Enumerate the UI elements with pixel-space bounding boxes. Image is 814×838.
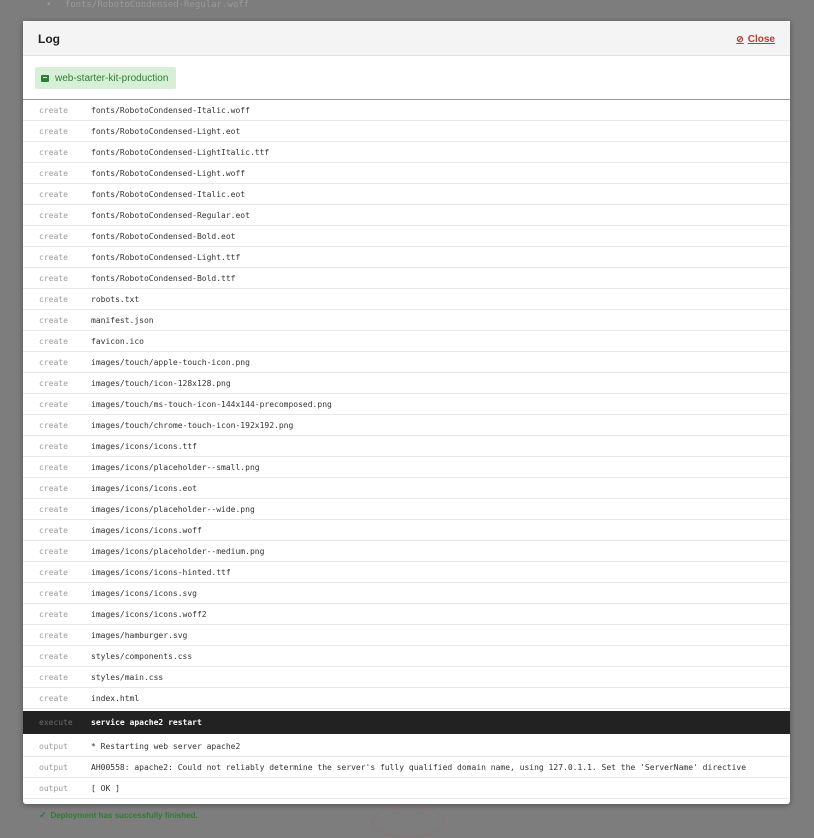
log-row-text: AH00558: apache2: Could not reliably determine the server's fully qualified domain name, using 127.0.1.1. Set the 'ServerName' directive xyxy=(91,762,747,772)
checkmark-icon: ✓ xyxy=(39,810,47,820)
log-row-text: manifest.json xyxy=(91,315,154,325)
log-row xyxy=(23,562,790,583)
log-row-type: output xyxy=(39,741,68,751)
bullet-icon: • xyxy=(46,0,52,10)
log-row xyxy=(23,604,790,625)
log-row xyxy=(23,778,790,799)
log-row-type: create xyxy=(39,210,68,220)
log-row-text: styles/main.css xyxy=(91,672,164,682)
log-row xyxy=(23,331,790,352)
log-row-text: fonts/RobotoCondensed-LightItalic.ttf xyxy=(91,147,270,157)
log-row-type: create xyxy=(39,336,68,346)
log-row xyxy=(23,373,790,394)
background-log-line: • fonts/RobotoCondensed-Regular.woff xyxy=(46,0,250,10)
log-row xyxy=(23,757,790,778)
log-row-type: create xyxy=(39,462,68,472)
log-row xyxy=(23,688,790,709)
log-list xyxy=(23,99,790,799)
log-row-type: create xyxy=(39,483,68,493)
log-row-text: images/icons/icons.eot xyxy=(91,483,197,493)
log-row xyxy=(23,205,790,226)
log-row xyxy=(23,520,790,541)
log-row-text: favicon.ico xyxy=(91,336,144,346)
log-row xyxy=(23,289,790,310)
log-row-text: images/icons/icons.woff xyxy=(91,525,202,535)
log-row-type: create xyxy=(39,609,68,619)
log-row-type: create xyxy=(39,147,68,157)
log-row-text: images/hamburger.svg xyxy=(91,630,188,640)
log-row-type: create xyxy=(39,567,68,577)
log-row xyxy=(23,394,790,415)
server-badge-label: web-starter-kit-production xyxy=(55,72,169,84)
log-row-text: fonts/RobotoCondensed-Light.woff xyxy=(91,168,246,178)
log-row-type: create xyxy=(39,693,68,703)
log-row-type: create xyxy=(39,504,68,514)
log-row xyxy=(23,583,790,604)
log-row-type: create xyxy=(39,546,68,556)
log-row-type: create xyxy=(39,252,68,262)
log-row-type: create xyxy=(39,189,68,199)
log-row-text: images/icons/placeholder--wide.png xyxy=(91,504,255,514)
log-row-text: images/touch/ms-touch-icon-144x144-precomposed.png xyxy=(91,399,332,409)
log-row-text: images/icons/placeholder--medium.png xyxy=(91,546,265,556)
log-row-type: create xyxy=(39,672,68,682)
log-row-text: [ OK ] xyxy=(91,783,120,793)
log-row-text: fonts/RobotoCondensed-Bold.eot xyxy=(91,231,236,241)
log-row-text: fonts/RobotoCondensed-Regular.eot xyxy=(91,210,250,220)
log-row-type: create xyxy=(39,105,68,115)
log-row xyxy=(23,142,790,163)
log-row-type: create xyxy=(39,399,68,409)
log-row xyxy=(23,499,790,520)
log-row xyxy=(23,457,790,478)
log-row-type: create xyxy=(39,378,68,388)
log-row-text: images/touch/chrome-touch-icon-192x192.png xyxy=(91,420,294,430)
log-row-type: output xyxy=(39,783,68,793)
log-row-type: output xyxy=(39,762,68,772)
deployment-status-message: Deployment has successfully finished. xyxy=(50,811,198,820)
modal-title: Log xyxy=(38,32,60,46)
log-row-type: create xyxy=(39,525,68,535)
log-row xyxy=(23,268,790,289)
log-row xyxy=(23,163,790,184)
log-row xyxy=(23,247,790,268)
log-row xyxy=(23,736,790,757)
log-row-text: images/icons/icons.woff2 xyxy=(91,609,207,619)
log-row-type: execute xyxy=(39,718,73,727)
log-row-text: styles/components.css xyxy=(91,651,193,661)
log-row-text: service apache2 restart xyxy=(91,718,202,727)
log-row-text: index.html xyxy=(91,693,140,703)
log-row xyxy=(23,667,790,688)
log-row-type: create xyxy=(39,420,68,430)
log-row xyxy=(23,646,790,667)
log-row xyxy=(23,121,790,142)
log-row-type: create xyxy=(39,273,68,283)
log-row-text: images/touch/apple-touch-icon.png xyxy=(91,357,250,367)
close-icon: ⊘ xyxy=(736,34,744,44)
decorative-logo xyxy=(372,806,444,838)
log-row-type: create xyxy=(39,294,68,304)
log-row xyxy=(23,184,790,205)
log-row xyxy=(23,415,790,436)
server-badge xyxy=(35,67,176,89)
log-row-text: fonts/RobotoCondensed-Bold.ttf xyxy=(91,273,236,283)
modal-header xyxy=(23,21,790,56)
log-row-type: create xyxy=(39,357,68,367)
badge-row xyxy=(23,56,790,99)
close-button[interactable] xyxy=(736,34,775,45)
log-modal xyxy=(23,21,790,820)
log-row xyxy=(23,478,790,499)
close-label: Close xyxy=(747,34,775,45)
log-row-type: create xyxy=(39,126,68,136)
log-row-type: create xyxy=(39,168,68,178)
log-row xyxy=(23,711,790,734)
log-row-text: images/icons/icons.ttf xyxy=(91,441,197,451)
log-row-text: images/icons/placeholder--small.png xyxy=(91,462,260,472)
log-row-text: robots.txt xyxy=(91,294,140,304)
log-row-text: * Restarting web server apache2 xyxy=(91,741,241,751)
log-row-text: fonts/RobotoCondensed-Italic.woff xyxy=(91,105,250,115)
log-row-type: create xyxy=(39,231,68,241)
log-row-text: images/touch/icon-128x128.png xyxy=(91,378,231,388)
log-row xyxy=(23,541,790,562)
log-row-text: fonts/RobotoCondensed-Italic.eot xyxy=(91,189,246,199)
log-row-text: fonts/RobotoCondensed-Light.ttf xyxy=(91,252,241,262)
log-row-type: create xyxy=(39,588,68,598)
log-row xyxy=(23,310,790,331)
log-row-type: create xyxy=(39,315,68,325)
log-row xyxy=(23,625,790,646)
log-row-text: fonts/RobotoCondensed-Light.eot xyxy=(91,126,241,136)
log-row xyxy=(23,226,790,247)
log-row xyxy=(23,100,790,121)
log-row-type: create xyxy=(39,441,68,451)
log-row xyxy=(23,436,790,457)
log-row-text: images/icons/icons.svg xyxy=(91,588,197,598)
log-row-type: create xyxy=(39,630,68,640)
server-icon xyxy=(41,75,49,82)
log-row-type: create xyxy=(39,651,68,661)
log-row xyxy=(23,352,790,373)
log-row-text: images/icons/icons-hinted.ttf xyxy=(91,567,231,577)
